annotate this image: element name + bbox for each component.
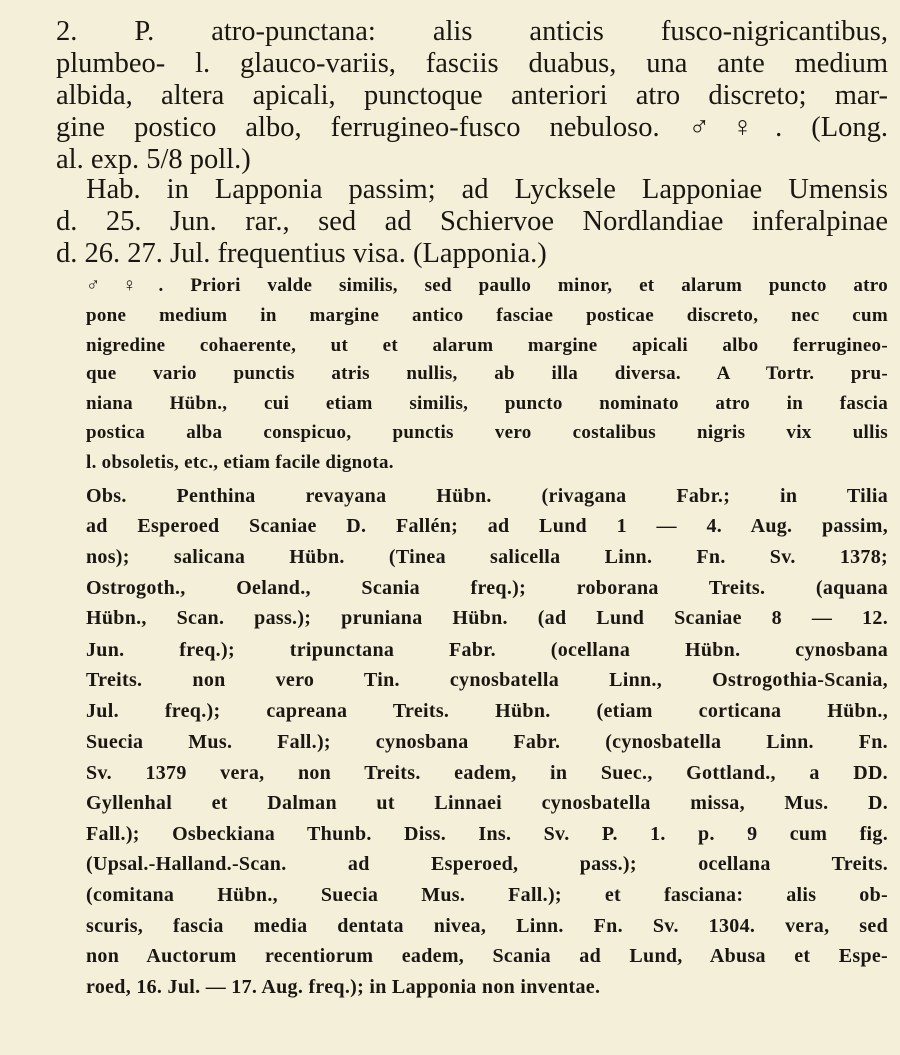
description-line: niana Hübn., cui etiam similis, puncto nominato atro in fascia — [86, 393, 888, 414]
observations-line: Hübn., Scan. pass.); pruniana Hübn. (ad Lund Scaniae 8 — 12. — [86, 607, 888, 629]
observations-line: Jul. freq.); capreana Treits. Hübn. (etiam corticana Hübn., — [86, 700, 888, 722]
description-line: nigredine cohaerente, ut et alarum margine apicali albo ferrugineo- — [86, 335, 888, 356]
description-line: que vario punctis atris nullis, ab illa diversa. A Tortr. pru- — [86, 363, 888, 384]
description-line: ♂♀. Priori valde similis, sed paullo minor, et alarum puncto atro — [86, 275, 888, 296]
observations-line: roed, 16. Jul. — 17. Aug. freq.); in Lapponia non inventae. — [86, 976, 601, 998]
species-entry-line: albida, altera apicali, punctoque anteriori atro discreto; mar- — [56, 80, 888, 111]
observations-line: Treits. non vero Tin. cynosbatella Linn., Ostrogothia-Scania, — [86, 669, 888, 691]
description-line: l. obsoletis, etc., etiam facile dignota. — [86, 452, 394, 473]
observations-line: ad Esperoed Scaniae D. Fallén; ad Lund 1 — 4. Aug. passim, — [86, 515, 888, 537]
habitat-line: d. 26. 27. Jul. frequentius visa. (Lapponia.) — [56, 238, 547, 269]
species-entry-line: al. exp. 5/8 poll.) — [56, 144, 251, 175]
species-entry-line: gine postico albo, ferrugineo-fusco nebuloso. ♂♀. (Long. — [56, 112, 888, 143]
observations-line: Gyllenhal et Dalman ut Linnaei cynosbatella missa, Mus. D. — [86, 792, 888, 814]
habitat-line: d. 25. Jun. rar., sed ad Schiervoe Nordlandiae inferalpinae — [56, 206, 888, 237]
observations-line: Jun. freq.); tripunctana Fabr. (ocellana Hübn. cynosbana — [86, 639, 888, 661]
observations-line: Suecia Mus. Fall.); cynosbana Fabr. (cynosbatella Linn. Fn. — [86, 731, 888, 753]
observations-line: Obs. Penthina revayana Hübn. (rivagana Fabr.; in Tilia — [86, 485, 888, 507]
observations-line: non Auctorum recentiorum eadem, Scania ad Lund, Abusa et Espe- — [86, 945, 888, 967]
habitat-line: Hab. in Lapponia passim; ad Lycksele Lapponiae Umensis — [86, 174, 888, 205]
observations-line: (comitana Hübn., Suecia Mus. Fall.); et fasciana: alis ob- — [86, 884, 888, 906]
observations-line: Ostrogoth., Oeland., Scania freq.); roborana Treits. (aquana — [86, 577, 888, 599]
observations-line: Sv. 1379 vera, non Treits. eadem, in Suec., Gottland., a DD. — [86, 762, 888, 784]
observations-line: scuris, fascia media dentata nivea, Linn. Fn. Sv. 1304. vera, sed — [86, 915, 888, 937]
observations-line: (Upsal.-Halland.-Scan. ad Esperoed, pass.); ocellana Treits. — [86, 853, 888, 875]
species-entry-line: 2. P. atro-punctana: alis anticis fusco-nigricantibus, — [56, 16, 888, 47]
observations-line: nos); salicana Hübn. (Tinea salicella Linn. Fn. Sv. 1378; — [86, 546, 888, 568]
description-line: pone medium in margine antico fasciae posticae discreto, nec cum — [86, 305, 888, 326]
observations-line: Fall.); Osbeckiana Thunb. Diss. Ins. Sv. P. 1. p. 9 cum fig. — [86, 823, 888, 845]
description-line: postica alba conspicuo, punctis vero costalibus nigris vix ullis — [86, 422, 888, 443]
species-entry-line: plumbeo- l. glauco-variis, fasciis duabus, una ante medium — [56, 48, 888, 79]
